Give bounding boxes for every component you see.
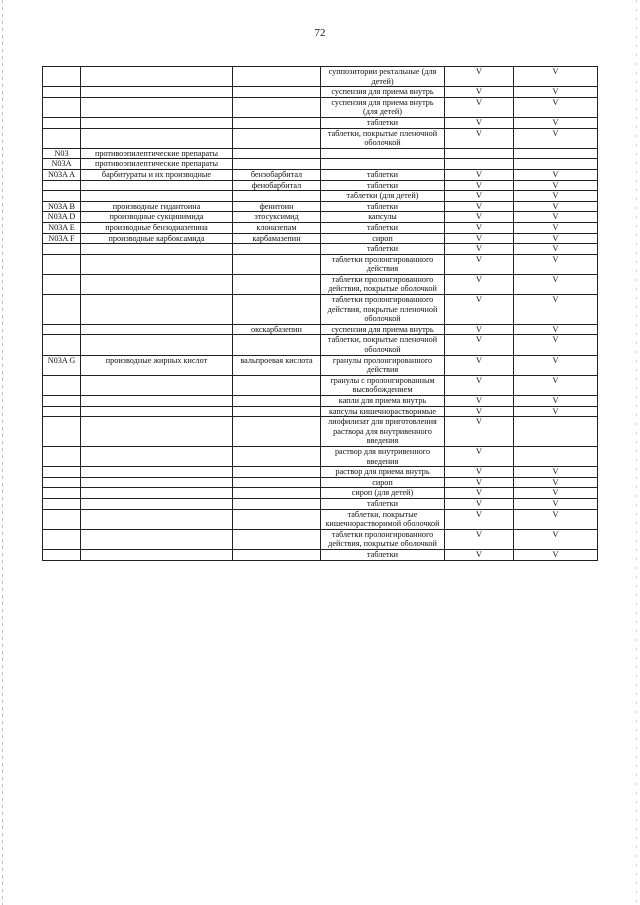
mark-cell-1: V (445, 87, 514, 98)
group-name-cell: производные жирных кислот (81, 355, 233, 375)
mark-cell-1: V (445, 295, 514, 325)
atc-code-cell: N03A E (43, 222, 81, 233)
drug-table (42, 66, 598, 561)
table-row (43, 498, 598, 509)
table-row (43, 375, 598, 395)
drug-name-cell (233, 254, 321, 274)
dosage-form-cell (321, 159, 445, 170)
mark-cell-2: V (514, 254, 598, 274)
table-row (43, 201, 598, 212)
mark-cell-1: V (445, 274, 514, 294)
mark-cell-1: V (445, 406, 514, 417)
mark-cell-2: V (514, 406, 598, 417)
mark-cell-2: V (514, 67, 598, 87)
mark-cell-1 (445, 159, 514, 170)
table-row (43, 128, 598, 148)
drug-name-cell (233, 417, 321, 447)
drug-name-cell (233, 148, 321, 159)
mark-cell-2: V (514, 97, 598, 117)
mark-cell-2: V (514, 498, 598, 509)
table-row (43, 324, 598, 335)
table-row (43, 274, 598, 294)
page-number: 72 (314, 27, 326, 39)
table-row (43, 191, 598, 202)
mark-cell-2: V (514, 324, 598, 335)
mark-cell-2: V (514, 117, 598, 128)
dosage-form-cell: таблетки (321, 117, 445, 128)
mark-cell-1: V (445, 549, 514, 560)
atc-code-cell: N03A A (43, 169, 81, 180)
mark-cell-2: V (514, 467, 598, 478)
atc-code-cell: N03A G (43, 355, 81, 375)
drug-name-cell: фенитоин (233, 201, 321, 212)
table-row (43, 148, 598, 159)
mark-cell-1: V (445, 212, 514, 223)
mark-cell-1: V (445, 254, 514, 274)
dosage-form-cell: таблетки (321, 222, 445, 233)
drug-name-cell: фенобарбитал (233, 180, 321, 191)
group-name-cell (81, 254, 233, 274)
table-row (43, 295, 598, 325)
mark-cell-1: V (445, 117, 514, 128)
drug-name-cell (233, 335, 321, 355)
mark-cell-2 (514, 148, 598, 159)
dosage-form-cell: таблетки (321, 180, 445, 191)
mark-cell-2: V (514, 375, 598, 395)
dosage-form-cell: таблетки пролонгированного действия, покрытые оболочкой (321, 529, 445, 549)
dosage-form-cell: таблетки пролонгированного действия, покрытые оболочкой (321, 274, 445, 294)
mark-cell-2: V (514, 509, 598, 529)
dosage-form-cell: таблетки (321, 549, 445, 560)
mark-cell-1: V (445, 128, 514, 148)
mark-cell-2: V (514, 128, 598, 148)
table-row (43, 233, 598, 244)
group-name-cell (81, 375, 233, 395)
mark-cell-1: V (445, 477, 514, 488)
dosage-form-cell: капли для приема внутрь (321, 396, 445, 407)
mark-cell-1: V (445, 498, 514, 509)
atc-code-cell (43, 509, 81, 529)
table-row (43, 446, 598, 466)
mark-cell-2: V (514, 180, 598, 191)
table-row (43, 254, 598, 274)
atc-code-cell (43, 396, 81, 407)
atc-code-cell (43, 254, 81, 274)
table-row (43, 169, 598, 180)
table-row (43, 355, 598, 375)
mark-cell-1 (445, 148, 514, 159)
table-row (43, 417, 598, 447)
drug-name-cell (233, 406, 321, 417)
atc-code-cell (43, 117, 81, 128)
atc-code-cell (43, 498, 81, 509)
mark-cell-1: V (445, 529, 514, 549)
mark-cell-1: V (445, 375, 514, 395)
table-row (43, 549, 598, 560)
drug-name-cell (233, 375, 321, 395)
group-name-cell: производные гидантоина (81, 201, 233, 212)
atc-code-cell (43, 180, 81, 191)
table-row (43, 117, 598, 128)
drug-name-cell (233, 117, 321, 128)
group-name-cell (81, 117, 233, 128)
group-name-cell (81, 274, 233, 294)
table-row (43, 529, 598, 549)
group-name-cell: противоэпилептические препараты (81, 148, 233, 159)
dosage-form-cell: таблетки, покрытые пленочной оболочкой (321, 335, 445, 355)
drug-name-cell: бензобарбитал (233, 169, 321, 180)
atc-code-cell (43, 335, 81, 355)
dosage-form-cell: лиофилизат для приготовления раствора для внутривенного введения (321, 417, 445, 447)
atc-code-cell (43, 274, 81, 294)
group-name-cell (81, 396, 233, 407)
dosage-form-cell: таблетки (321, 244, 445, 255)
dosage-form-cell: таблетки (для детей) (321, 191, 445, 202)
table-row (43, 67, 598, 87)
drug-name-cell (233, 128, 321, 148)
dosage-form-cell: суспензия для приема внутрь (321, 87, 445, 98)
dosage-form-cell: раствор для внутривенного введения (321, 446, 445, 466)
mark-cell-1: V (445, 446, 514, 466)
drug-name-cell (233, 67, 321, 87)
atc-code-cell (43, 467, 81, 478)
mark-cell-1: V (445, 191, 514, 202)
scan-edge-right (636, 0, 637, 905)
atc-code-cell (43, 375, 81, 395)
drug-name-cell: окскарбазепин (233, 324, 321, 335)
mark-cell-1: V (445, 180, 514, 191)
group-name-cell (81, 97, 233, 117)
group-name-cell (81, 87, 233, 98)
mark-cell-2 (514, 417, 598, 447)
group-name-cell: барбитураты и их производные (81, 169, 233, 180)
mark-cell-1: V (445, 509, 514, 529)
group-name-cell (81, 295, 233, 325)
atc-code-cell (43, 446, 81, 466)
mark-cell-2: V (514, 191, 598, 202)
mark-cell-2: V (514, 87, 598, 98)
atc-code-cell (43, 488, 81, 499)
drug-name-cell (233, 529, 321, 549)
table-row (43, 467, 598, 478)
mark-cell-2: V (514, 222, 598, 233)
group-name-cell (81, 417, 233, 447)
dosage-form-cell: таблетки (321, 498, 445, 509)
drug-name-cell (233, 509, 321, 529)
mark-cell-2: V (514, 335, 598, 355)
dosage-form-cell: таблетки (321, 169, 445, 180)
mark-cell-2: V (514, 233, 598, 244)
table-row (43, 396, 598, 407)
atc-code-cell (43, 128, 81, 148)
table-row (43, 244, 598, 255)
dosage-form-cell: капсулы (321, 212, 445, 223)
mark-cell-1: V (445, 467, 514, 478)
group-name-cell (81, 191, 233, 202)
mark-cell-1: V (445, 222, 514, 233)
atc-code-cell: N03 (43, 148, 81, 159)
drug-name-cell (233, 446, 321, 466)
group-name-cell (81, 335, 233, 355)
atc-code-cell (43, 87, 81, 98)
mark-cell-2: V (514, 355, 598, 375)
dosage-form-cell: таблетки, покрытые пленочной оболочкой (321, 128, 445, 148)
drug-name-cell (233, 191, 321, 202)
mark-cell-1: V (445, 169, 514, 180)
group-name-cell (81, 244, 233, 255)
group-name-cell (81, 180, 233, 191)
atc-code-cell (43, 529, 81, 549)
dosage-form-cell (321, 148, 445, 159)
mark-cell-2 (514, 159, 598, 170)
mark-cell-2: V (514, 549, 598, 560)
group-name-cell (81, 446, 233, 466)
group-name-cell: производные карбоксамида (81, 233, 233, 244)
mark-cell-2: V (514, 488, 598, 499)
mark-cell-1: V (445, 335, 514, 355)
atc-code-cell (43, 324, 81, 335)
table-row (43, 87, 598, 98)
mark-cell-1: V (445, 233, 514, 244)
group-name-cell (81, 324, 233, 335)
table-row (43, 406, 598, 417)
drug-name-cell (233, 488, 321, 499)
dosage-form-cell: таблетки, покрытые кишечнорастворимой оболочкой (321, 509, 445, 529)
atc-code-cell: N03A F (43, 233, 81, 244)
dosage-form-cell: сироп (для детей) (321, 488, 445, 499)
table-row (43, 488, 598, 499)
dosage-form-cell: суспензия для приема внутрь (321, 324, 445, 335)
mark-cell-1: V (445, 67, 514, 87)
drug-name-cell (233, 87, 321, 98)
atc-code-cell (43, 295, 81, 325)
drug-name-cell (233, 467, 321, 478)
group-name-cell: производные бензодиазепина (81, 222, 233, 233)
drug-name-cell: этосуксимид (233, 212, 321, 223)
dosage-form-cell: сироп (321, 233, 445, 244)
atc-code-cell (43, 191, 81, 202)
atc-code-cell (43, 97, 81, 117)
mark-cell-1: V (445, 396, 514, 407)
mark-cell-2: V (514, 396, 598, 407)
mark-cell-2: V (514, 244, 598, 255)
dosage-form-cell: раствор для приема внутрь (321, 467, 445, 478)
table-row (43, 159, 598, 170)
mark-cell-1: V (445, 355, 514, 375)
atc-code-cell (43, 417, 81, 447)
mark-cell-1: V (445, 324, 514, 335)
mark-cell-2: V (514, 477, 598, 488)
group-name-cell (81, 67, 233, 87)
group-name-cell (81, 549, 233, 560)
atc-code-cell (43, 244, 81, 255)
mark-cell-2: V (514, 201, 598, 212)
scan-edge-left (2, 0, 3, 905)
group-name-cell: противоэпилептические препараты (81, 159, 233, 170)
table-body (43, 67, 598, 561)
dosage-form-cell: суспензия для приема внутрь (для детей) (321, 97, 445, 117)
dosage-form-cell: сироп (321, 477, 445, 488)
atc-code-cell (43, 406, 81, 417)
table-row (43, 509, 598, 529)
drug-name-cell (233, 97, 321, 117)
mark-cell-1: V (445, 201, 514, 212)
drug-name-cell (233, 274, 321, 294)
atc-code-cell: N03A D (43, 212, 81, 223)
drug-name-cell (233, 477, 321, 488)
drug-name-cell (233, 396, 321, 407)
dosage-form-cell: таблетки пролонгированного действия (321, 254, 445, 274)
dosage-form-cell: гранулы пролонгированного действия (321, 355, 445, 375)
table-row (43, 335, 598, 355)
atc-code-cell: N03A B (43, 201, 81, 212)
group-name-cell (81, 406, 233, 417)
dosage-form-cell: гранулы с пролонгированным высвобождением (321, 375, 445, 395)
dosage-form-cell: таблетки пролонгированного действия, покрытые пленочной оболочкой (321, 295, 445, 325)
mark-cell-2: V (514, 529, 598, 549)
mark-cell-2: V (514, 212, 598, 223)
group-name-cell (81, 477, 233, 488)
mark-cell-2: V (514, 274, 598, 294)
mark-cell-1: V (445, 417, 514, 447)
atc-code-cell (43, 67, 81, 87)
atc-code-cell (43, 477, 81, 488)
table-row (43, 212, 598, 223)
table-row (43, 477, 598, 488)
group-name-cell (81, 529, 233, 549)
drug-name-cell (233, 159, 321, 170)
mark-cell-1: V (445, 488, 514, 499)
mark-cell-2 (514, 446, 598, 466)
table-row (43, 180, 598, 191)
mark-cell-2: V (514, 169, 598, 180)
group-name-cell: производные сукцинимида (81, 212, 233, 223)
atc-code-cell (43, 549, 81, 560)
mark-cell-2: V (514, 295, 598, 325)
table-row (43, 97, 598, 117)
table-row (43, 222, 598, 233)
drug-name-cell: вальпроевая кислота (233, 355, 321, 375)
drug-name-cell (233, 244, 321, 255)
group-name-cell (81, 128, 233, 148)
drug-name-cell: карбамазепин (233, 233, 321, 244)
group-name-cell (81, 509, 233, 529)
drug-name-cell (233, 498, 321, 509)
drug-name-cell: клоназепам (233, 222, 321, 233)
group-name-cell (81, 467, 233, 478)
group-name-cell (81, 488, 233, 499)
drug-name-cell (233, 549, 321, 560)
atc-code-cell: N03A (43, 159, 81, 170)
dosage-form-cell: капсулы кишечнорастворимые (321, 406, 445, 417)
mark-cell-1: V (445, 97, 514, 117)
dosage-form-cell: таблетки (321, 201, 445, 212)
dosage-form-cell: суппозитории ректальные (для детей) (321, 67, 445, 87)
drug-name-cell (233, 295, 321, 325)
mark-cell-1: V (445, 244, 514, 255)
group-name-cell (81, 498, 233, 509)
